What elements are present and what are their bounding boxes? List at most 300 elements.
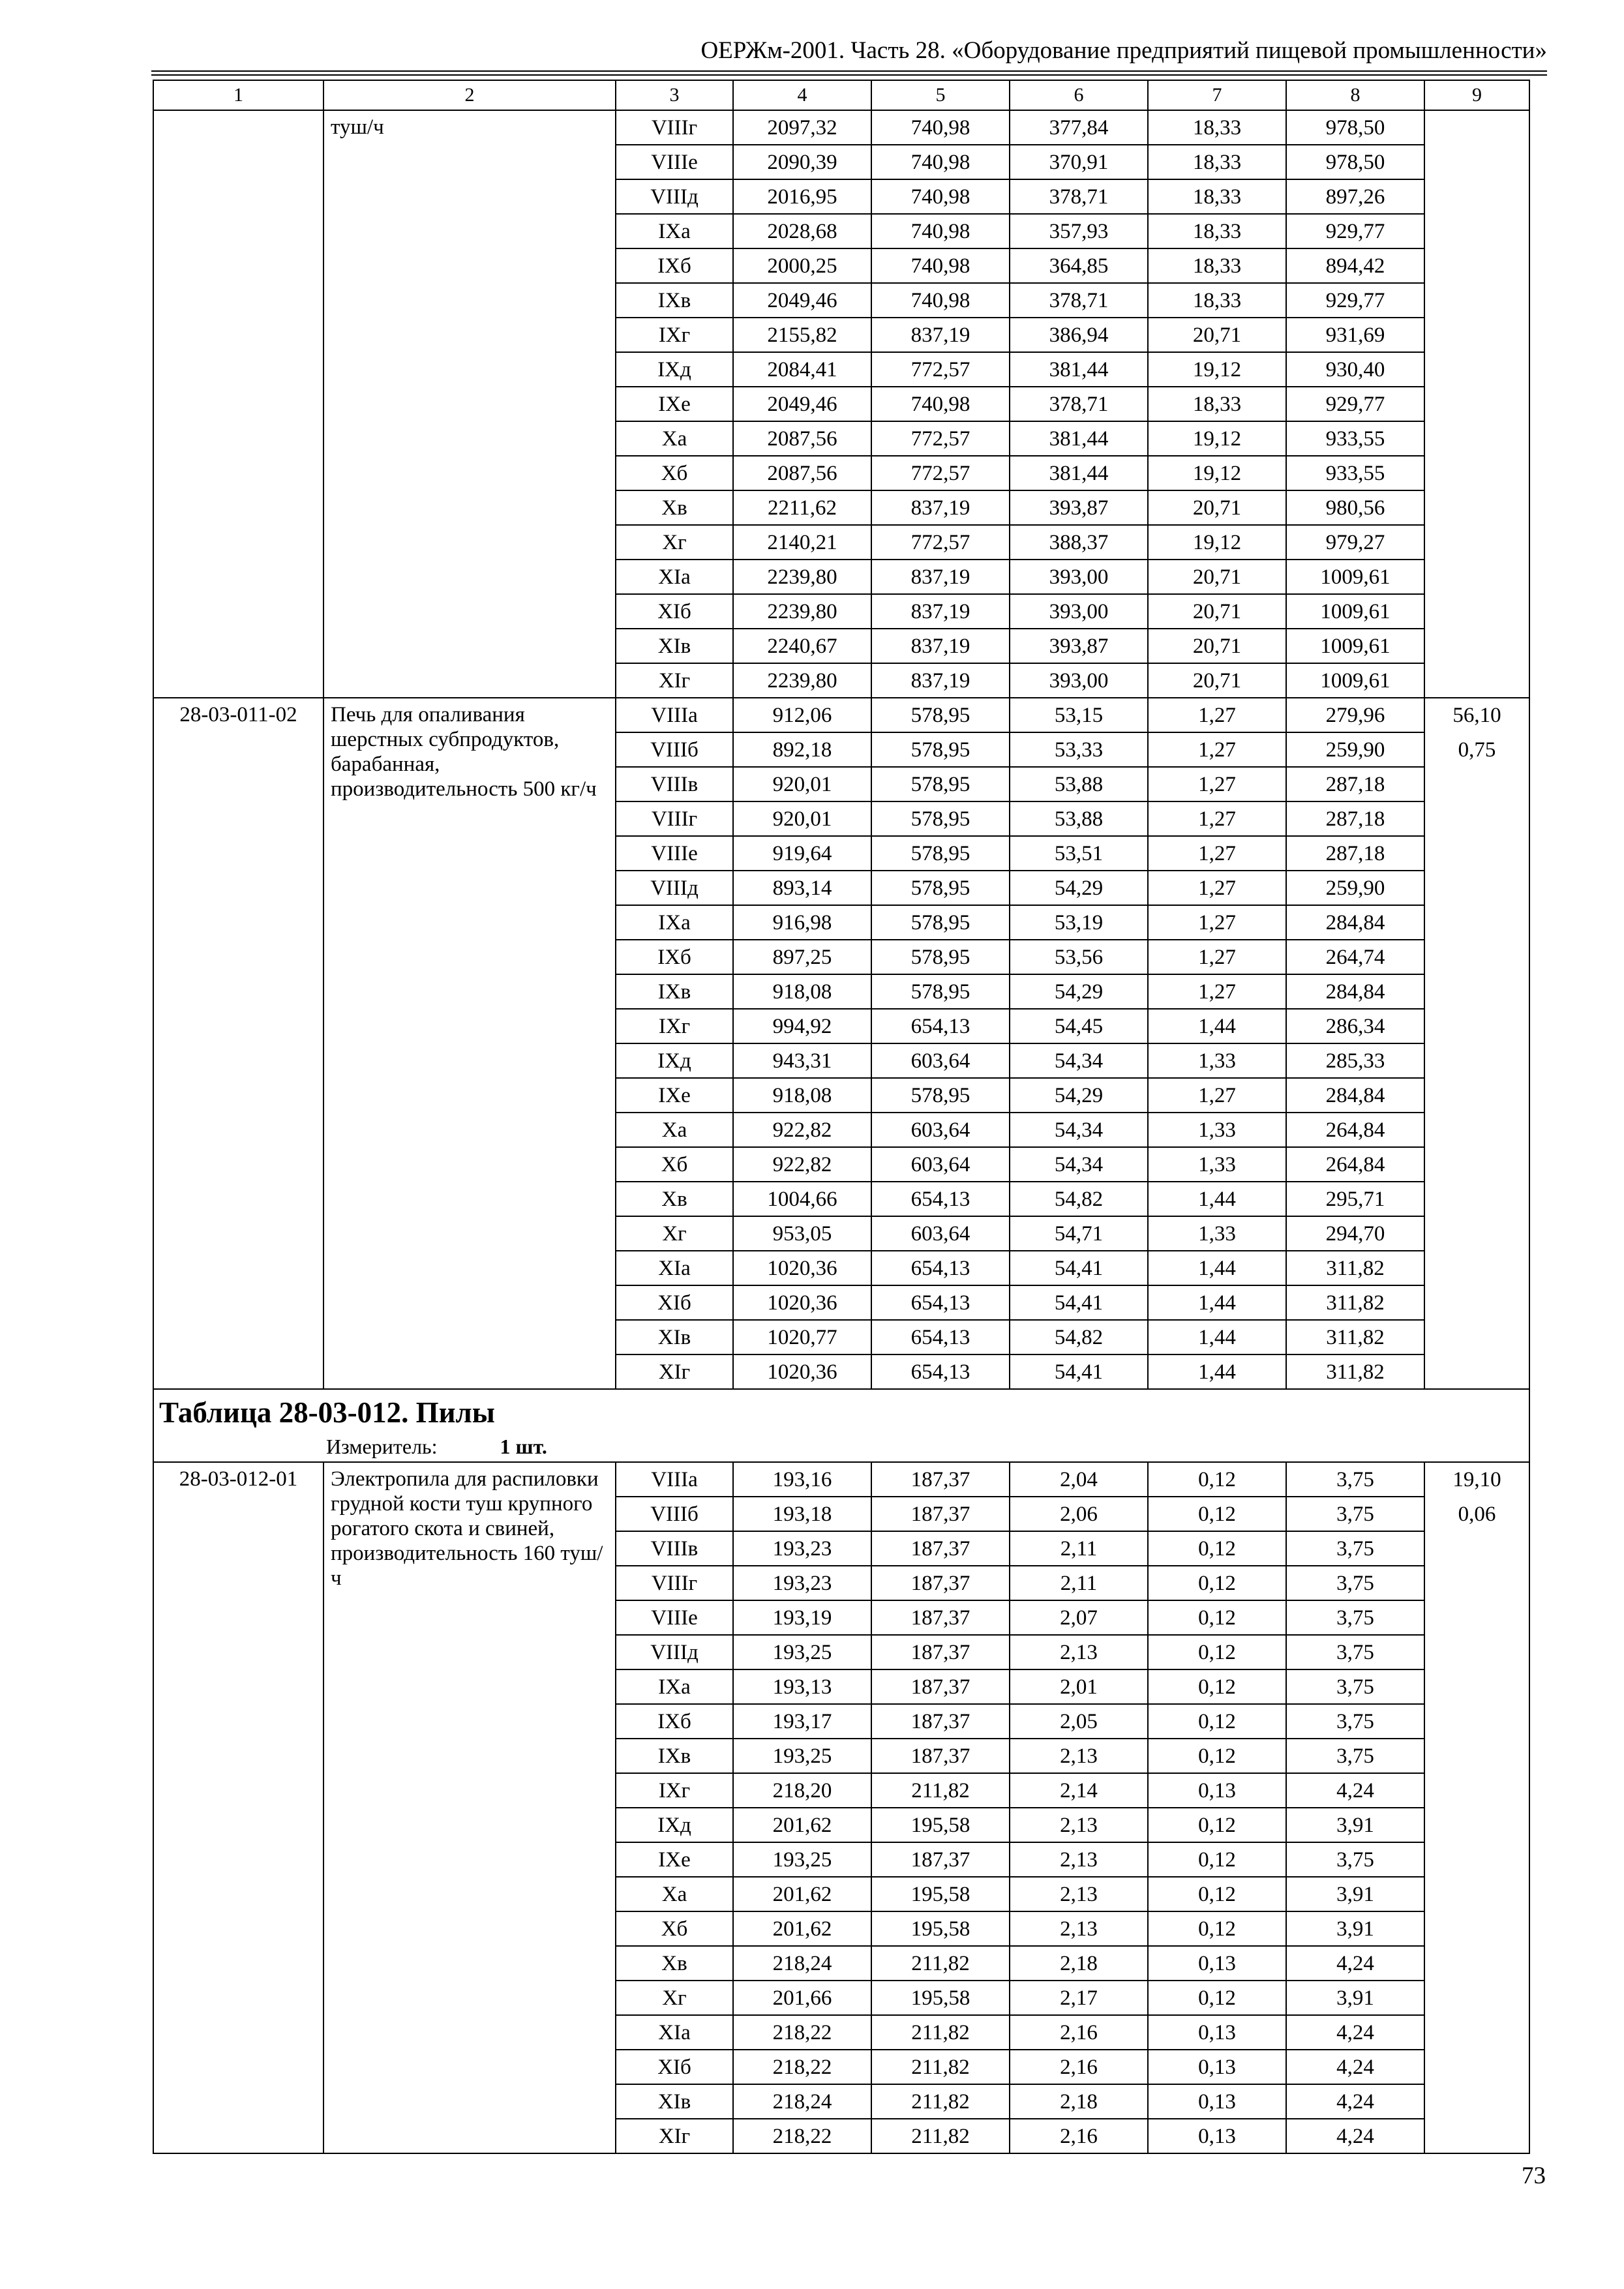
value-cell: 979,27	[1286, 525, 1424, 560]
value-cell: 0,12	[1148, 1635, 1286, 1669]
value-cell: 294,70	[1286, 1216, 1424, 1251]
value-cell: 259,90	[1286, 732, 1424, 767]
value-cell: 0,13	[1148, 1773, 1286, 1808]
region-zone-cell: VIIIа	[616, 1462, 733, 1497]
value-cell: 386,94	[1010, 318, 1148, 352]
value-cell: 218,20	[733, 1773, 871, 1808]
value-cell: 1004,66	[733, 1182, 871, 1216]
value-cell: 287,18	[1286, 836, 1424, 871]
value-cell: 20,71	[1148, 560, 1286, 594]
value-cell: 0,12	[1148, 1531, 1286, 1566]
value-cell: 4,24	[1286, 2084, 1424, 2119]
region-zone-cell: XIв	[616, 1320, 733, 1354]
value-cell: 0,12	[1148, 1911, 1286, 1946]
value-cell: 654,13	[871, 1251, 1010, 1285]
region-zone-cell: VIIIб	[616, 732, 733, 767]
value-cell: 1,33	[1148, 1043, 1286, 1078]
region-zone-cell: Xа	[616, 421, 733, 456]
value-cell: 3,75	[1286, 1739, 1424, 1773]
labor-cost-value	[1425, 111, 1529, 145]
value-cell: 578,95	[871, 974, 1010, 1009]
region-zone-cell: VIIIа	[616, 698, 733, 732]
value-cell: 54,71	[1010, 1216, 1148, 1251]
value-cell: 740,98	[871, 248, 1010, 283]
value-cell: 195,58	[871, 1877, 1010, 1911]
value-cell: 0,12	[1148, 1877, 1286, 1911]
value-cell: 54,41	[1010, 1354, 1148, 1389]
column-number: 5	[871, 80, 1010, 110]
value-cell: 2,05	[1010, 1704, 1148, 1739]
value-cell: 54,45	[1010, 1009, 1148, 1043]
value-cell: 0,12	[1148, 1808, 1286, 1842]
position-code: 28-03-012-01	[153, 1462, 323, 2153]
region-zone-cell: IXв	[616, 974, 733, 1009]
value-cell: 1,33	[1148, 1113, 1286, 1147]
region-zone-cell: IXг	[616, 318, 733, 352]
region-zone-cell: IXг	[616, 1009, 733, 1043]
table-row	[153, 110, 1529, 145]
value-cell: 930,40	[1286, 352, 1424, 387]
value-cell: 0,12	[1148, 1566, 1286, 1600]
value-cell: 1,27	[1148, 1078, 1286, 1113]
value-cell: 378,71	[1010, 179, 1148, 214]
value-cell: 53,56	[1010, 940, 1148, 974]
value-cell: 3,75	[1286, 1600, 1424, 1635]
region-zone-cell: Xг	[616, 525, 733, 560]
value-cell: 1,33	[1148, 1147, 1286, 1182]
value-cell: 287,18	[1286, 801, 1424, 836]
value-cell: 259,90	[1286, 871, 1424, 905]
value-cell: 920,01	[733, 801, 871, 836]
value-cell: 53,51	[1010, 836, 1148, 871]
value-cell: 2028,68	[733, 214, 871, 248]
value-cell: 1020,36	[733, 1251, 871, 1285]
value-cell: 193,18	[733, 1497, 871, 1531]
value-cell: 187,37	[871, 1462, 1010, 1497]
region-zone-cell: XIв	[616, 629, 733, 663]
region-zone-cell: IXе	[616, 1842, 733, 1877]
value-cell: 53,88	[1010, 767, 1148, 801]
value-cell: 893,14	[733, 871, 871, 905]
value-cell: 218,22	[733, 2119, 871, 2153]
value-cell: 393,00	[1010, 560, 1148, 594]
value-cell: 18,33	[1148, 145, 1286, 179]
value-cell: 18,33	[1148, 387, 1286, 421]
value-cell: 2,16	[1010, 2119, 1148, 2153]
region-zone-cell: IXг	[616, 1773, 733, 1808]
value-cell: 3,75	[1286, 1842, 1424, 1877]
value-cell: 837,19	[871, 629, 1010, 663]
value-cell: 2,13	[1010, 1635, 1148, 1669]
value-cell: 2084,41	[733, 352, 871, 387]
value-cell: 1,44	[1148, 1182, 1286, 1216]
value-cell: 193,16	[733, 1462, 871, 1497]
region-zone-cell: IXе	[616, 1078, 733, 1113]
value-cell: 388,37	[1010, 525, 1148, 560]
position-code: 28-03-011-02	[153, 698, 323, 1389]
value-cell: 772,57	[871, 456, 1010, 490]
value-cell: 218,22	[733, 2050, 871, 2084]
region-zone-cell: IXд	[616, 1808, 733, 1842]
region-zone-cell: Xб	[616, 456, 733, 490]
value-cell: 2,11	[1010, 1566, 1148, 1600]
region-zone-cell: VIIIб	[616, 1497, 733, 1531]
value-cell: 654,13	[871, 1009, 1010, 1043]
page-number: 73	[1522, 2162, 1546, 2189]
position-description: туш/ч	[323, 110, 616, 698]
value-cell: 740,98	[871, 283, 1010, 318]
value-cell: 1,44	[1148, 1251, 1286, 1285]
value-cell: 2239,80	[733, 663, 871, 698]
region-zone-cell: XIа	[616, 1251, 733, 1285]
value-cell: 3,91	[1286, 1877, 1424, 1911]
value-cell: 393,00	[1010, 594, 1148, 629]
value-cell: 1009,61	[1286, 629, 1424, 663]
value-cell: 19,12	[1148, 525, 1286, 560]
value-cell: 364,85	[1010, 248, 1148, 283]
value-cell: 578,95	[871, 836, 1010, 871]
value-cell: 381,44	[1010, 421, 1148, 456]
value-cell: 931,69	[1286, 318, 1424, 352]
value-cell: 393,87	[1010, 629, 1148, 663]
value-cell: 2240,67	[733, 629, 871, 663]
value-cell: 2,13	[1010, 1877, 1148, 1911]
value-cell: 54,29	[1010, 1078, 1148, 1113]
value-cell: 837,19	[871, 663, 1010, 698]
region-zone-cell: IXв	[616, 1739, 733, 1773]
value-cell: 1,27	[1148, 801, 1286, 836]
value-cell: 53,33	[1010, 732, 1148, 767]
value-cell: 211,82	[871, 1946, 1010, 1981]
value-cell: 0,12	[1148, 1981, 1286, 2015]
value-cell: 0,13	[1148, 2015, 1286, 2050]
region-zone-cell: XIа	[616, 560, 733, 594]
region-zone-cell: IXб	[616, 1704, 733, 1739]
value-cell: 0,12	[1148, 1704, 1286, 1739]
value-cell: 837,19	[871, 560, 1010, 594]
value-cell: 2016,95	[733, 179, 871, 214]
region-zone-cell: IXд	[616, 1043, 733, 1078]
value-cell: 264,84	[1286, 1147, 1424, 1182]
value-cell: 0,12	[1148, 1462, 1286, 1497]
value-cell: 54,41	[1010, 1285, 1148, 1320]
value-cell: 18,33	[1148, 283, 1286, 318]
value-cell: 311,82	[1286, 1285, 1424, 1320]
value-cell: 740,98	[871, 179, 1010, 214]
value-cell: 0,12	[1148, 1600, 1286, 1635]
column-number: 7	[1148, 80, 1286, 110]
region-zone-cell: Xг	[616, 1981, 733, 2015]
column-number: 6	[1010, 80, 1148, 110]
value-cell: 0,13	[1148, 1946, 1286, 1981]
table-row	[153, 1462, 1529, 1497]
value-cell: 0,13	[1148, 2084, 1286, 2119]
rates-table	[153, 80, 1530, 2154]
position-description: Электропила для распиловки грудной кости туш крупного рогатого скота и свиней, производительность 160 туш/ч	[323, 1462, 616, 2153]
value-cell: 2,16	[1010, 2050, 1148, 2084]
value-cell: 0,12	[1148, 1497, 1286, 1531]
region-zone-cell: IXе	[616, 387, 733, 421]
value-cell: 1020,36	[733, 1285, 871, 1320]
value-cell: 3,75	[1286, 1635, 1424, 1669]
region-zone-cell: VIIIв	[616, 1531, 733, 1566]
value-cell: 393,00	[1010, 663, 1148, 698]
region-zone-cell: VIIIе	[616, 145, 733, 179]
value-cell: 603,64	[871, 1043, 1010, 1078]
value-cell: 772,57	[871, 525, 1010, 560]
value-cell: 19,12	[1148, 421, 1286, 456]
region-zone-cell: XIб	[616, 594, 733, 629]
value-cell: 1,44	[1148, 1285, 1286, 1320]
labor-cost-value: 0,75	[1458, 738, 1496, 762]
value-cell: 3,75	[1286, 1497, 1424, 1531]
value-cell: 603,64	[871, 1216, 1010, 1251]
region-zone-cell: Xб	[616, 1911, 733, 1946]
value-cell: 740,98	[871, 214, 1010, 248]
column-number: 8	[1286, 80, 1424, 110]
value-cell: 2,17	[1010, 1981, 1148, 2015]
value-cell: 284,84	[1286, 1078, 1424, 1113]
value-cell: 18,33	[1148, 179, 1286, 214]
table-title-cell	[153, 1389, 1529, 1462]
value-cell: 195,58	[871, 1911, 1010, 1946]
region-zone-cell: VIIIг	[616, 1566, 733, 1600]
value-cell: 54,82	[1010, 1182, 1148, 1216]
value-cell: 381,44	[1010, 352, 1148, 387]
header-rule-double	[151, 74, 1547, 76]
value-cell: 578,95	[871, 871, 1010, 905]
value-cell: 2087,56	[733, 456, 871, 490]
value-cell: 578,95	[871, 801, 1010, 836]
region-zone-cell: XIа	[616, 2015, 733, 2050]
region-zone-cell: Xв	[616, 490, 733, 525]
value-cell: 578,95	[871, 732, 1010, 767]
value-cell: 2,13	[1010, 1842, 1148, 1877]
value-cell: 578,95	[871, 905, 1010, 940]
value-cell: 3,75	[1286, 1704, 1424, 1739]
value-cell: 53,19	[1010, 905, 1148, 940]
labor-cost-cell	[1424, 698, 1529, 1389]
region-zone-cell: XIв	[616, 2084, 733, 2119]
value-cell: 284,84	[1286, 974, 1424, 1009]
value-cell: 894,42	[1286, 248, 1424, 283]
value-cell: 2,01	[1010, 1669, 1148, 1704]
value-cell: 195,58	[871, 1808, 1010, 1842]
value-cell: 578,95	[871, 1078, 1010, 1113]
value-cell: 2,16	[1010, 2015, 1148, 2050]
value-cell: 187,37	[871, 1704, 1010, 1739]
value-cell: 3,91	[1286, 1911, 1424, 1946]
region-zone-cell: VIIIг	[616, 801, 733, 836]
value-cell: 201,62	[733, 1877, 871, 1911]
value-cell: 2,11	[1010, 1531, 1148, 1566]
value-cell: 2049,46	[733, 387, 871, 421]
value-cell: 201,62	[733, 1808, 871, 1842]
region-zone-cell: VIIIг	[616, 110, 733, 145]
value-cell: 3,75	[1286, 1462, 1424, 1497]
value-cell: 377,84	[1010, 110, 1148, 145]
value-cell: 2,14	[1010, 1773, 1148, 1808]
column-number: 2	[323, 80, 616, 110]
value-cell: 4,24	[1286, 2119, 1424, 2153]
value-cell: 2,07	[1010, 1600, 1148, 1635]
value-cell: 2140,21	[733, 525, 871, 560]
value-cell: 20,71	[1148, 490, 1286, 525]
column-number: 1	[153, 80, 323, 110]
region-zone-cell: Xг	[616, 1216, 733, 1251]
value-cell: 2049,46	[733, 283, 871, 318]
value-cell: 193,23	[733, 1566, 871, 1600]
value-cell: 264,74	[1286, 940, 1424, 974]
value-cell: 187,37	[871, 1739, 1010, 1773]
value-cell: 54,29	[1010, 974, 1148, 1009]
value-cell: 2239,80	[733, 594, 871, 629]
value-cell: 2090,39	[733, 145, 871, 179]
region-zone-cell: Xб	[616, 1147, 733, 1182]
value-cell: 920,01	[733, 767, 871, 801]
value-cell: 2,13	[1010, 1739, 1148, 1773]
value-cell: 193,19	[733, 1600, 871, 1635]
value-cell: 2211,62	[733, 490, 871, 525]
value-cell: 2097,32	[733, 110, 871, 145]
value-cell: 54,34	[1010, 1043, 1148, 1078]
value-cell: 837,19	[871, 594, 1010, 629]
value-cell: 20,71	[1148, 594, 1286, 629]
value-cell: 1,27	[1148, 836, 1286, 871]
value-cell: 0,13	[1148, 2119, 1286, 2153]
value-cell: 393,87	[1010, 490, 1148, 525]
value-cell: 2155,82	[733, 318, 871, 352]
measure-label: Измеритель:	[326, 1435, 438, 1458]
table-title: Таблица 28-03-012. Пилы	[159, 1396, 495, 1429]
region-zone-cell: Xв	[616, 1182, 733, 1216]
value-cell: 211,82	[871, 2084, 1010, 2119]
table-title-row	[153, 1389, 1529, 1462]
labor-cost-value: 19,10	[1452, 1468, 1501, 1491]
region-zone-cell: IXа	[616, 214, 733, 248]
region-zone-cell: IXа	[616, 905, 733, 940]
value-cell: 357,93	[1010, 214, 1148, 248]
region-zone-cell: VIIIв	[616, 767, 733, 801]
value-cell: 19,12	[1148, 456, 1286, 490]
value-cell: 2,18	[1010, 1946, 1148, 1981]
labor-cost-value: 56,10	[1452, 704, 1501, 727]
region-zone-cell: VIIIд	[616, 871, 733, 905]
value-cell: 654,13	[871, 1182, 1010, 1216]
region-zone-cell: IXв	[616, 283, 733, 318]
region-zone-cell: VIIIе	[616, 836, 733, 871]
value-cell: 654,13	[871, 1285, 1010, 1320]
region-zone-cell: Xа	[616, 1877, 733, 1911]
value-cell: 2,13	[1010, 1911, 1148, 1946]
value-cell: 1,27	[1148, 732, 1286, 767]
value-cell: 1,27	[1148, 974, 1286, 1009]
labor-cost-cell	[1424, 110, 1529, 698]
value-cell: 201,66	[733, 1981, 871, 2015]
value-cell: 1,27	[1148, 871, 1286, 905]
region-zone-cell: XIб	[616, 2050, 733, 2084]
value-cell: 953,05	[733, 1216, 871, 1251]
value-cell: 187,37	[871, 1566, 1010, 1600]
value-cell: 2,13	[1010, 1808, 1148, 1842]
value-cell: 929,77	[1286, 214, 1424, 248]
value-cell: 1,44	[1148, 1320, 1286, 1354]
value-cell: 279,96	[1286, 698, 1424, 732]
value-cell: 0,12	[1148, 1669, 1286, 1704]
value-cell: 20,71	[1148, 318, 1286, 352]
value-cell: 1,44	[1148, 1354, 1286, 1389]
region-zone-cell: XIг	[616, 663, 733, 698]
value-cell: 1009,61	[1286, 594, 1424, 629]
value-cell: 54,34	[1010, 1147, 1148, 1182]
value-cell: 933,55	[1286, 456, 1424, 490]
region-zone-cell: VIIIд	[616, 179, 733, 214]
column-number-row	[153, 80, 1529, 110]
value-cell: 978,50	[1286, 145, 1424, 179]
value-cell: 54,82	[1010, 1320, 1148, 1354]
value-cell: 603,64	[871, 1147, 1010, 1182]
value-cell: 4,24	[1286, 1773, 1424, 1808]
value-cell: 1,27	[1148, 767, 1286, 801]
value-cell: 218,22	[733, 2015, 871, 2050]
value-cell: 1020,77	[733, 1320, 871, 1354]
value-cell: 740,98	[871, 145, 1010, 179]
measure-value: 1 шт.	[500, 1435, 547, 1458]
value-cell: 193,25	[733, 1842, 871, 1877]
value-cell: 193,13	[733, 1669, 871, 1704]
value-cell: 2,04	[1010, 1462, 1148, 1497]
value-cell: 2,18	[1010, 2084, 1148, 2119]
value-cell: 311,82	[1286, 1354, 1424, 1389]
value-cell: 284,84	[1286, 905, 1424, 940]
value-cell: 929,77	[1286, 387, 1424, 421]
value-cell: 295,71	[1286, 1182, 1424, 1216]
column-number: 9	[1424, 80, 1529, 110]
value-cell: 2087,56	[733, 421, 871, 456]
region-zone-cell: XIб	[616, 1285, 733, 1320]
region-zone-cell: VIIIе	[616, 1600, 733, 1635]
value-cell: 187,37	[871, 1497, 1010, 1531]
value-cell: 18,33	[1148, 248, 1286, 283]
value-cell: 1,44	[1148, 1009, 1286, 1043]
region-zone-cell: VIIIд	[616, 1635, 733, 1669]
region-zone-cell: IXб	[616, 248, 733, 283]
value-cell: 201,62	[733, 1911, 871, 1946]
value-cell: 187,37	[871, 1669, 1010, 1704]
value-cell: 264,84	[1286, 1113, 1424, 1147]
value-cell: 933,55	[1286, 421, 1424, 456]
value-cell: 2,06	[1010, 1497, 1148, 1531]
value-cell: 287,18	[1286, 767, 1424, 801]
value-cell: 193,25	[733, 1635, 871, 1669]
labor-cost-value: 0,06	[1458, 1503, 1496, 1526]
value-cell: 740,98	[871, 110, 1010, 145]
value-cell: 978,50	[1286, 110, 1424, 145]
value-cell: 3,75	[1286, 1669, 1424, 1704]
value-cell: 3,91	[1286, 1808, 1424, 1842]
value-cell: 211,82	[871, 1773, 1010, 1808]
value-cell: 193,17	[733, 1704, 871, 1739]
value-cell: 4,24	[1286, 2015, 1424, 2050]
value-cell: 53,88	[1010, 801, 1148, 836]
region-zone-cell: XIг	[616, 2119, 733, 2153]
value-cell: 285,33	[1286, 1043, 1424, 1078]
position-description: Печь для опаливания шерстных субпродуктов, барабанная, производительность 500 кг/ч	[323, 698, 616, 1389]
value-cell: 929,77	[1286, 283, 1424, 318]
value-cell: 193,25	[733, 1739, 871, 1773]
value-cell: 54,29	[1010, 871, 1148, 905]
region-zone-cell: XIг	[616, 1354, 733, 1389]
